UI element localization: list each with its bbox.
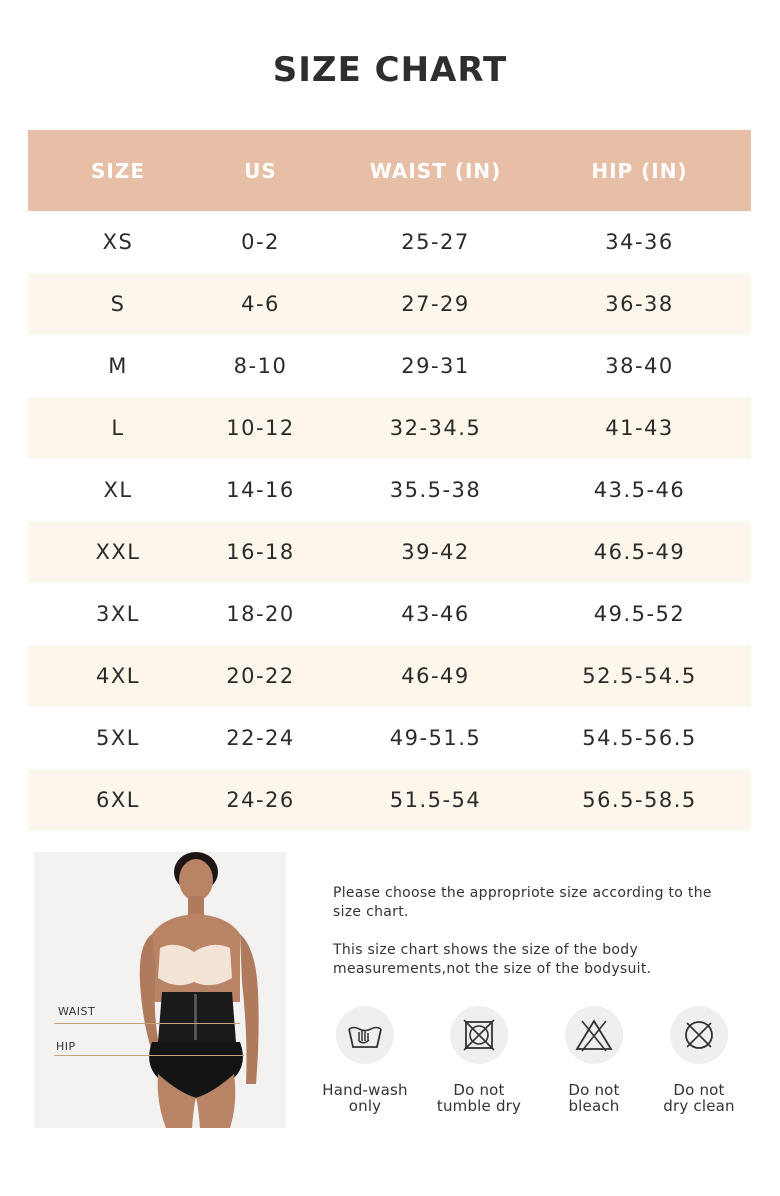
waist-cell: 35.5-38 — [389, 478, 482, 502]
hip-cell: 36-38 — [605, 292, 674, 316]
table-row — [28, 459, 751, 521]
care-label: Do not tumble dry — [436, 1081, 522, 1115]
hip-cell: 56.5-58.5 — [582, 788, 697, 812]
care-item — [539, 1006, 649, 1114]
hip-cell: 49.5-52 — [593, 602, 686, 626]
us-cell: 18-20 — [226, 602, 295, 626]
waist-cell: 51.5-54 — [389, 788, 482, 812]
hip-cell: 41-43 — [605, 416, 674, 440]
table-row — [28, 769, 751, 831]
waist-line — [54, 1023, 240, 1024]
waist-label: WAIST — [58, 1005, 96, 1018]
waist-cell: 25-27 — [401, 230, 470, 254]
care-label: Hand-wash only — [322, 1081, 408, 1115]
hip-label: HIP — [56, 1040, 76, 1053]
us-cell: 8-10 — [233, 354, 288, 378]
size-cell: M — [108, 354, 128, 378]
page-title: SIZE CHART — [272, 50, 508, 90]
us-cell: 20-22 — [226, 664, 295, 688]
size-cell: L — [111, 416, 125, 440]
size-cell: 3XL — [96, 602, 140, 626]
us-cell: 22-24 — [226, 726, 295, 750]
table-row — [28, 397, 751, 459]
table-header — [28, 130, 751, 211]
care-item — [644, 1006, 754, 1114]
header-hip: HIP (IN) — [591, 158, 688, 183]
hip-cell: 34-36 — [605, 230, 674, 254]
size-cell: 5XL — [96, 726, 140, 750]
hand-wash-icon — [336, 1006, 394, 1064]
table-row — [28, 583, 751, 645]
hip-cell: 38-40 — [605, 354, 674, 378]
waist-cell: 29-31 — [401, 354, 470, 378]
note-choose-size: Please choose the appropriote size according to the size chart. — [333, 885, 712, 920]
waist-cell: 49-51.5 — [389, 726, 482, 750]
table-row — [28, 707, 751, 769]
model-photo — [34, 852, 286, 1128]
care-item — [310, 1006, 420, 1114]
table-row — [28, 521, 751, 583]
table-row — [28, 211, 751, 273]
waist-cell: 46-49 — [401, 664, 470, 688]
care-label: Do not dry clean — [663, 1081, 735, 1115]
size-cell: XS — [102, 230, 134, 254]
waist-cell: 27-29 — [401, 292, 470, 316]
waist-cell: 39-42 — [401, 540, 470, 564]
size-cell: 4XL — [96, 664, 140, 688]
size-table — [28, 130, 751, 831]
waist-cell: 43-46 — [401, 602, 470, 626]
us-cell: 4-6 — [241, 292, 280, 316]
size-cell: 6XL — [96, 788, 140, 812]
hip-cell: 54.5-56.5 — [582, 726, 697, 750]
table-row — [28, 335, 751, 397]
hip-cell: 46.5-49 — [593, 540, 686, 564]
care-label: Do not bleach — [568, 1081, 620, 1115]
header-us: US — [244, 158, 277, 183]
header-size: SIZE — [90, 158, 145, 183]
no-tumble-dry-icon — [450, 1006, 508, 1064]
us-cell: 24-26 — [226, 788, 295, 812]
us-cell: 16-18 — [226, 540, 295, 564]
size-cell: S — [110, 292, 126, 316]
no-dry-clean-icon — [670, 1006, 728, 1064]
us-cell: 10-12 — [226, 416, 295, 440]
size-cell: XXL — [95, 540, 141, 564]
hip-cell: 52.5-54.5 — [582, 664, 697, 688]
hip-cell: 43.5-46 — [593, 478, 686, 502]
hip-line — [54, 1055, 244, 1056]
size-notes — [333, 884, 743, 979]
no-bleach-icon — [565, 1006, 623, 1064]
header-waist: WAIST (IN) — [369, 158, 502, 183]
note-body-measurements: This size chart shows the size of the body measurements,not the size of the bodysuit. — [333, 942, 652, 977]
us-cell: 0-2 — [241, 230, 280, 254]
table-row — [28, 645, 751, 707]
care-item — [424, 1006, 534, 1114]
size-cell: XL — [103, 478, 133, 502]
us-cell: 14-16 — [226, 478, 295, 502]
table-row — [28, 273, 751, 335]
waist-cell: 32-34.5 — [389, 416, 482, 440]
model-illustration — [34, 852, 286, 1128]
